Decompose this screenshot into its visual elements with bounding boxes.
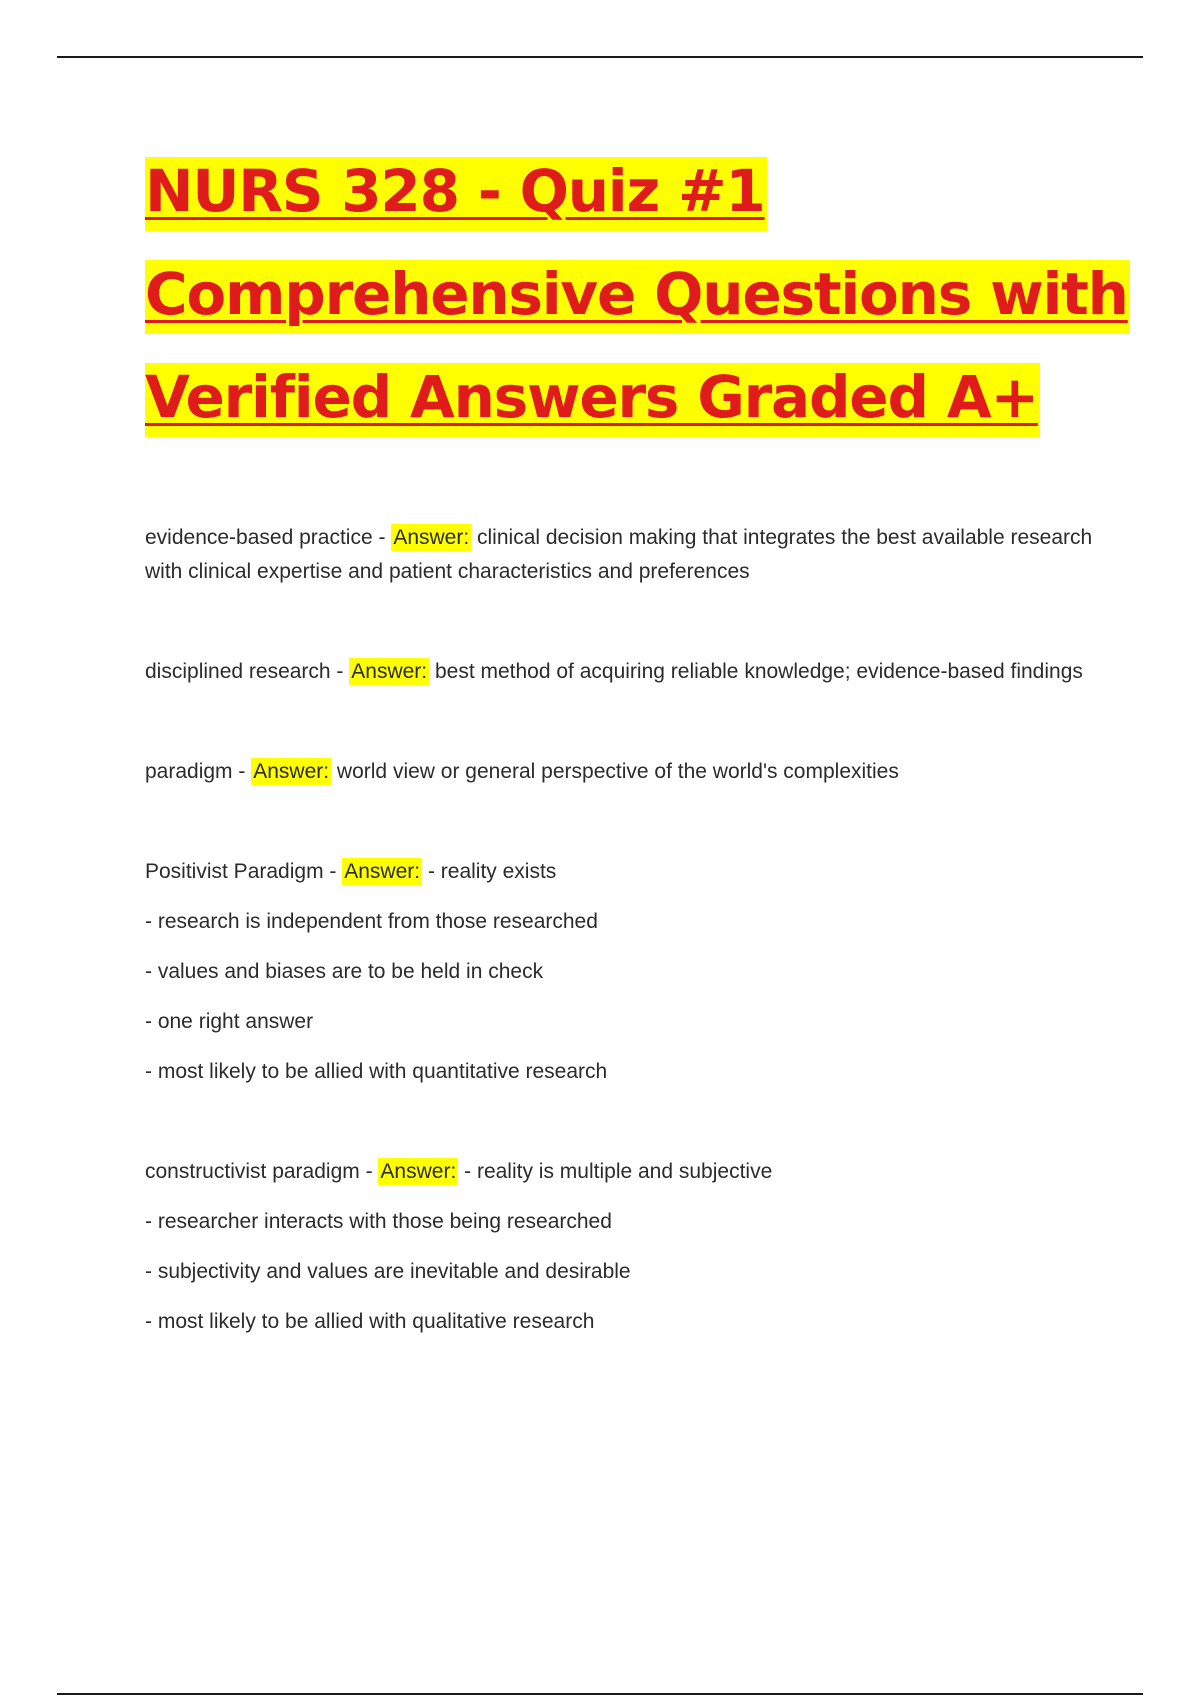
- answer-bullet: - one right answer: [145, 1010, 314, 1033]
- answer-label: Answer:: [393, 526, 470, 549]
- answer-label: Answer:: [344, 860, 421, 883]
- document-page: [145, 140, 1128, 1339]
- qa-entry-constructivist-paradigm: [145, 1155, 1105, 1339]
- answer-text: - reality exists: [427, 860, 557, 883]
- qa-list: [145, 521, 1105, 1339]
- title-line-2: Comprehensive Questions with: [145, 243, 1105, 346]
- answer-text: best method of acquiring reliable knowledge; evidence-based findings: [434, 660, 1083, 683]
- qa-line: [145, 521, 1105, 589]
- top-rule: [57, 56, 1143, 58]
- title-line-1: NURS 328 - Quiz #1: [145, 140, 1105, 243]
- term: constructivist paradigm -: [145, 1160, 379, 1183]
- qa-entry-paradigm: [145, 755, 1105, 789]
- term: evidence-based practice -: [145, 526, 392, 549]
- answer-text: clinical decision making that integrates the best available research with clinical expertise and patient characteristics and preferences: [145, 526, 1093, 583]
- qa-line: [145, 1155, 1105, 1189]
- qa-line: [145, 655, 1105, 689]
- bottom-rule: [57, 1693, 1143, 1695]
- term: disciplined research -: [145, 660, 350, 683]
- term: Positivist Paradigm -: [145, 860, 343, 883]
- answer-bullet: - most likely to be allied with quantitative research: [145, 1060, 608, 1083]
- qa-line: [145, 755, 1105, 789]
- title-line-3: Verified Answers Graded A+: [145, 346, 1105, 449]
- answer-label: Answer:: [351, 660, 428, 683]
- qa-entry-evidence-based-practice: [145, 521, 1105, 589]
- qa-entry-disciplined-research: [145, 655, 1105, 689]
- document-title: [145, 140, 1128, 449]
- answer-label: Answer:: [380, 1160, 457, 1183]
- answer-bullet: - researcher interacts with those being researched: [145, 1210, 612, 1233]
- answer-text: - reality is multiple and subjective: [464, 1160, 773, 1183]
- qa-entry-positivist-paradigm: [145, 855, 1105, 1089]
- answer-bullet: - most likely to be allied with qualitative research: [145, 1310, 595, 1333]
- answer-label: Answer:: [253, 760, 330, 783]
- answer-text: world view or general perspective of the world's complexities: [336, 760, 899, 783]
- answer-bullet: - values and biases are to be held in check: [145, 960, 544, 983]
- answer-bullet: - research is independent from those researched: [145, 910, 598, 933]
- answer-bullet: - subjectivity and values are inevitable and desirable: [145, 1260, 631, 1283]
- qa-line: [145, 855, 1105, 889]
- term: paradigm -: [145, 760, 252, 783]
